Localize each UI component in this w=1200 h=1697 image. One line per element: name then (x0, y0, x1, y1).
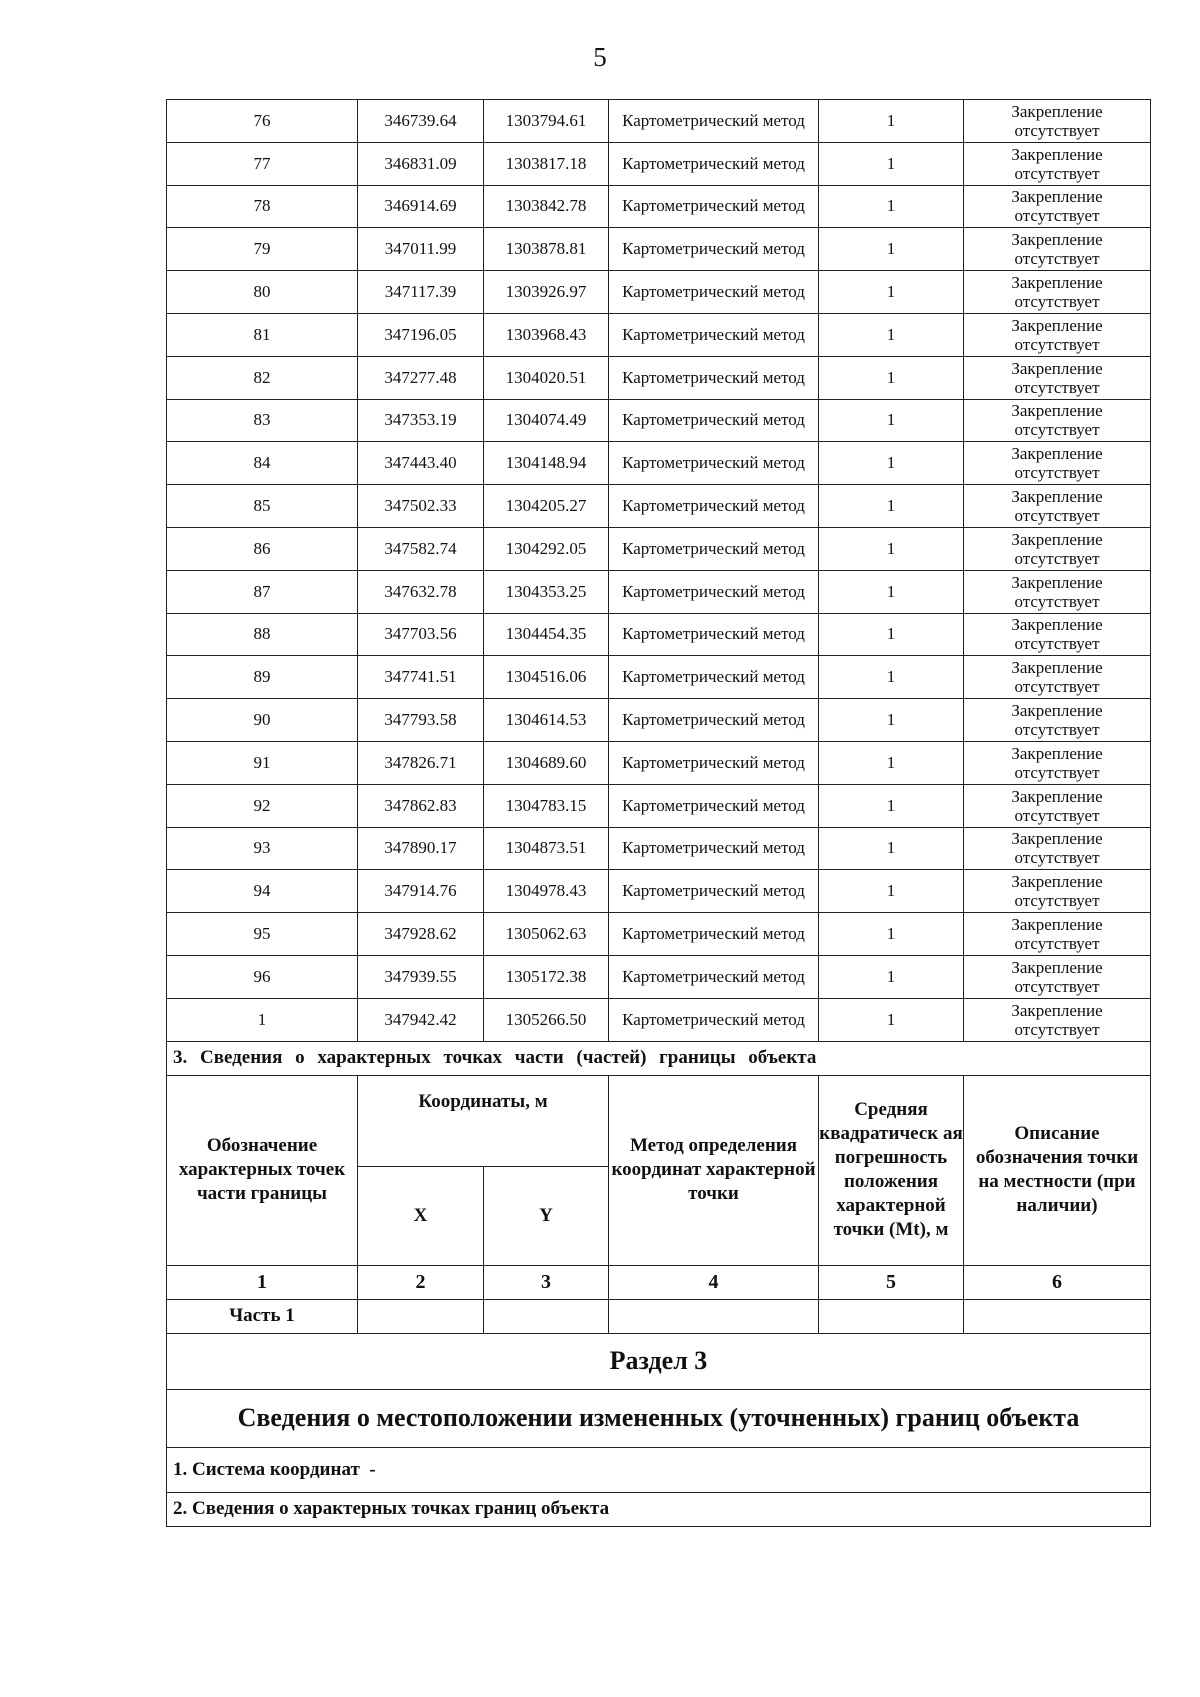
coord-x: 347939.55 (358, 955, 484, 998)
description (964, 100, 1151, 143)
mt-value: 1 (819, 613, 964, 656)
description (964, 271, 1151, 314)
table-row (167, 613, 1151, 656)
description-line-2: отсутствует (1014, 720, 1100, 740)
description-line-1: Закрепление (1011, 572, 1103, 592)
table-row (167, 570, 1151, 613)
description-line-1: Закрепление (1011, 101, 1103, 121)
col-y-header: Y (484, 1166, 609, 1265)
coord-y: 1303968.43 (484, 313, 609, 356)
description-line-2: отсутствует (1014, 848, 1100, 868)
description-line-1: Закрепление (1011, 829, 1103, 849)
coord-x: 347703.56 (358, 613, 484, 656)
coord-x: 347793.58 (358, 699, 484, 742)
method: Картометрический метод (609, 913, 819, 956)
description-line-2: отсутствует (1014, 463, 1100, 483)
col-mt-header: Средняя квадратическ ая погрешность положения характерной точки (Mt), м (819, 1075, 964, 1265)
description-line-2: отсутствует (1014, 548, 1100, 568)
point-number: 76 (167, 100, 358, 143)
mt-value: 1 (819, 527, 964, 570)
table-row (167, 442, 1151, 485)
method: Картометрический метод (609, 784, 819, 827)
description-line-2: отсутствует (1014, 506, 1100, 526)
column-number: 1 (167, 1265, 358, 1299)
column-number: 5 (819, 1265, 964, 1299)
method: Картометрический метод (609, 741, 819, 784)
description-line-2: отсутствует (1014, 677, 1100, 697)
description-line-2: отсутствует (1014, 120, 1100, 140)
description-line-2: отсутствует (1014, 249, 1100, 269)
description-line-2: отсутствует (1014, 634, 1100, 654)
description (964, 656, 1151, 699)
point-number: 91 (167, 741, 358, 784)
point-number: 80 (167, 271, 358, 314)
description-line-1: Закрепление (1011, 273, 1103, 293)
method: Картометрический метод (609, 228, 819, 271)
description-line-1: Закрепление (1011, 444, 1103, 464)
table-row (167, 699, 1151, 742)
column-number: 4 (609, 1265, 819, 1299)
description (964, 741, 1151, 784)
mt-value: 1 (819, 185, 964, 228)
coord-system-line: 1. Система координат - (167, 1447, 1151, 1492)
coord-x: 347443.40 (358, 442, 484, 485)
column-numbers-row (167, 1265, 1151, 1299)
description-line-1: Закрепление (1011, 615, 1103, 635)
coord-x: 347741.51 (358, 656, 484, 699)
table-row (167, 870, 1151, 913)
col-method-header: Метод определения координат характерной точки (609, 1075, 819, 1265)
description-line-1: Закрепление (1011, 487, 1103, 507)
coord-x: 347862.83 (358, 784, 484, 827)
description (964, 955, 1151, 998)
coord-y: 1304783.15 (484, 784, 609, 827)
description (964, 699, 1151, 742)
mt-value: 1 (819, 998, 964, 1041)
description-line-1: Закрепление (1011, 658, 1103, 678)
point-number: 84 (167, 442, 358, 485)
description-line-1: Закрепление (1011, 230, 1103, 250)
method: Картометрический метод (609, 998, 819, 1041)
column-number: 3 (484, 1265, 609, 1299)
method: Картометрический метод (609, 399, 819, 442)
description-line-1: Закрепление (1011, 315, 1103, 335)
description (964, 442, 1151, 485)
table-row (167, 100, 1151, 143)
description-line-2: отсутствует (1014, 891, 1100, 911)
description (964, 185, 1151, 228)
table-row (167, 313, 1151, 356)
coord-y: 1303878.81 (484, 228, 609, 271)
point-number: 89 (167, 656, 358, 699)
coord-y: 1304074.49 (484, 399, 609, 442)
coord-x: 347582.74 (358, 527, 484, 570)
description-line-1: Закрепление (1011, 743, 1103, 763)
mt-value: 1 (819, 570, 964, 613)
method: Картометрический метод (609, 955, 819, 998)
coord-y: 1304020.51 (484, 356, 609, 399)
description (964, 570, 1151, 613)
table-row (167, 185, 1151, 228)
description (964, 913, 1151, 956)
point-number: 93 (167, 827, 358, 870)
point-number: 82 (167, 356, 358, 399)
description-line-2: отсутствует (1014, 805, 1100, 825)
coord-y: 1304516.06 (484, 656, 609, 699)
method: Картометрический метод (609, 271, 819, 314)
point-number: 95 (167, 913, 358, 956)
description-line-1: Закрепление (1011, 872, 1103, 892)
col-coords-header: Координаты, м (358, 1075, 609, 1166)
coord-y: 1304454.35 (484, 613, 609, 656)
coord-y: 1303817.18 (484, 142, 609, 185)
coord-y: 1305172.38 (484, 955, 609, 998)
mt-value: 1 (819, 399, 964, 442)
points-heading-line: 2. Сведения о характерных точках границ объекта (167, 1492, 1151, 1526)
description (964, 527, 1151, 570)
description (964, 827, 1151, 870)
coord-x: 347928.62 (358, 913, 484, 956)
coord-y: 1304978.43 (484, 870, 609, 913)
part-label: Часть 1 (167, 1299, 358, 1333)
coord-y: 1304353.25 (484, 570, 609, 613)
method: Картометрический метод (609, 699, 819, 742)
document-body (166, 99, 1150, 1527)
method: Картометрический метод (609, 870, 819, 913)
mt-value: 1 (819, 228, 964, 271)
description-line-2: отсутствует (1014, 206, 1100, 226)
coord-x: 347196.05 (358, 313, 484, 356)
coord-y: 1304292.05 (484, 527, 609, 570)
coord-x: 347942.42 (358, 998, 484, 1041)
coord-y: 1304148.94 (484, 442, 609, 485)
coord-x: 347353.19 (358, 399, 484, 442)
description-line-1: Закрепление (1011, 915, 1103, 935)
description (964, 870, 1151, 913)
description-line-1: Закрепление (1011, 401, 1103, 421)
description-line-1: Закрепление (1011, 358, 1103, 378)
description-line-1: Закрепление (1011, 957, 1103, 977)
table-row (167, 913, 1151, 956)
table-row (167, 741, 1151, 784)
mt-value: 1 (819, 356, 964, 399)
table-row (167, 527, 1151, 570)
empty-cell (964, 1299, 1151, 1333)
method: Картометрический метод (609, 442, 819, 485)
mt-value: 1 (819, 955, 964, 998)
description-line-2: отсутствует (1014, 163, 1100, 183)
column-number: 6 (964, 1265, 1151, 1299)
mt-value: 1 (819, 485, 964, 528)
table-row (167, 656, 1151, 699)
coord-x: 347890.17 (358, 827, 484, 870)
description-line-2: отсутствует (1014, 377, 1100, 397)
coord-y: 1305266.50 (484, 998, 609, 1041)
point-number: 96 (167, 955, 358, 998)
coord-y: 1305062.63 (484, 913, 609, 956)
point-number: 86 (167, 527, 358, 570)
table-row (167, 142, 1151, 185)
description-line-2: отсутствует (1014, 334, 1100, 354)
method: Картометрический метод (609, 100, 819, 143)
section3-table (167, 1041, 1151, 1526)
empty-cell (819, 1299, 964, 1333)
method: Картометрический метод (609, 313, 819, 356)
mt-value: 1 (819, 784, 964, 827)
points-table-body (167, 100, 1151, 1042)
description-line-1: Закрепление (1011, 701, 1103, 721)
coord-x: 347117.39 (358, 271, 484, 314)
description (964, 485, 1151, 528)
razdel-title: Раздел 3 (167, 1333, 1151, 1389)
description-line-2: отсутствует (1014, 420, 1100, 440)
mt-value: 1 (819, 100, 964, 143)
mt-value: 1 (819, 271, 964, 314)
column-number: 2 (358, 1265, 484, 1299)
table-row (167, 228, 1151, 271)
description-line-2: отсутствует (1014, 1019, 1100, 1039)
description-line-2: отсутствует (1014, 762, 1100, 782)
point-number: 78 (167, 185, 358, 228)
empty-cell (484, 1299, 609, 1333)
method: Картометрический метод (609, 356, 819, 399)
razdel-subtitle: Сведения о местоположении измененных (уточненных) границ объекта (167, 1389, 1151, 1447)
method: Картометрический метод (609, 570, 819, 613)
description-line-1: Закрепление (1011, 144, 1103, 164)
method: Картометрический метод (609, 613, 819, 656)
table-row (167, 271, 1151, 314)
description-line-2: отсутствует (1014, 934, 1100, 954)
description (964, 313, 1151, 356)
section3-heading: 3. Сведения о характерных точках части (частей) границы объекта (167, 1041, 1151, 1075)
description-line-1: Закрепление (1011, 187, 1103, 207)
coord-x: 346914.69 (358, 185, 484, 228)
point-number: 94 (167, 870, 358, 913)
coord-x: 347826.71 (358, 741, 484, 784)
description (964, 228, 1151, 271)
empty-cell (609, 1299, 819, 1333)
description (964, 998, 1151, 1041)
coord-y: 1304205.27 (484, 485, 609, 528)
table-row (167, 356, 1151, 399)
table-row (167, 955, 1151, 998)
part-row (167, 1299, 1151, 1333)
coord-y: 1303842.78 (484, 185, 609, 228)
coord-x: 346831.09 (358, 142, 484, 185)
description-line-1: Закрепление (1011, 786, 1103, 806)
point-number: 81 (167, 313, 358, 356)
boundary-points-table (166, 99, 1151, 1527)
mt-value: 1 (819, 656, 964, 699)
description-line-1: Закрепление (1011, 1000, 1103, 1020)
point-number: 83 (167, 399, 358, 442)
col-designation-header: Обозначение характерных точек части границы (167, 1075, 358, 1265)
description-line-1: Закрепление (1011, 529, 1103, 549)
table-row (167, 784, 1151, 827)
coord-x: 347502.33 (358, 485, 484, 528)
point-number: 79 (167, 228, 358, 271)
description-line-2: отсутствует (1014, 292, 1100, 312)
point-number: 88 (167, 613, 358, 656)
mt-value: 1 (819, 870, 964, 913)
description (964, 356, 1151, 399)
description (964, 399, 1151, 442)
coord-y: 1304614.53 (484, 699, 609, 742)
description (964, 142, 1151, 185)
method: Картометрический метод (609, 656, 819, 699)
mt-value: 1 (819, 913, 964, 956)
coord-y: 1303926.97 (484, 271, 609, 314)
mt-value: 1 (819, 741, 964, 784)
description (964, 613, 1151, 656)
mt-value: 1 (819, 699, 964, 742)
method: Картометрический метод (609, 185, 819, 228)
coord-y: 1304873.51 (484, 827, 609, 870)
coord-y: 1304689.60 (484, 741, 609, 784)
method: Картометрический метод (609, 485, 819, 528)
coord-x: 347011.99 (358, 228, 484, 271)
table-row (167, 485, 1151, 528)
table-row (167, 399, 1151, 442)
description (964, 784, 1151, 827)
point-number: 87 (167, 570, 358, 613)
table-row (167, 998, 1151, 1041)
method: Картометрический метод (609, 142, 819, 185)
method: Картометрический метод (609, 527, 819, 570)
page-number: 5 (593, 42, 607, 72)
coord-y: 1303794.61 (484, 100, 609, 143)
point-number: 90 (167, 699, 358, 742)
point-number: 85 (167, 485, 358, 528)
coord-x: 347914.76 (358, 870, 484, 913)
table-row (167, 827, 1151, 870)
mt-value: 1 (819, 442, 964, 485)
empty-cell (358, 1299, 484, 1333)
coord-x: 347277.48 (358, 356, 484, 399)
method: Картометрический метод (609, 827, 819, 870)
point-number: 92 (167, 784, 358, 827)
point-number: 77 (167, 142, 358, 185)
mt-value: 1 (819, 827, 964, 870)
coord-x: 346739.64 (358, 100, 484, 143)
coord-x: 347632.78 (358, 570, 484, 613)
mt-value: 1 (819, 313, 964, 356)
mt-value: 1 (819, 142, 964, 185)
description-line-2: отсутствует (1014, 976, 1100, 996)
point-number: 1 (167, 998, 358, 1041)
description-line-2: отсутствует (1014, 591, 1100, 611)
col-x-header: X (358, 1166, 484, 1265)
col-desc-header: Описание обозначения точки на местности (при наличии) (964, 1075, 1151, 1265)
